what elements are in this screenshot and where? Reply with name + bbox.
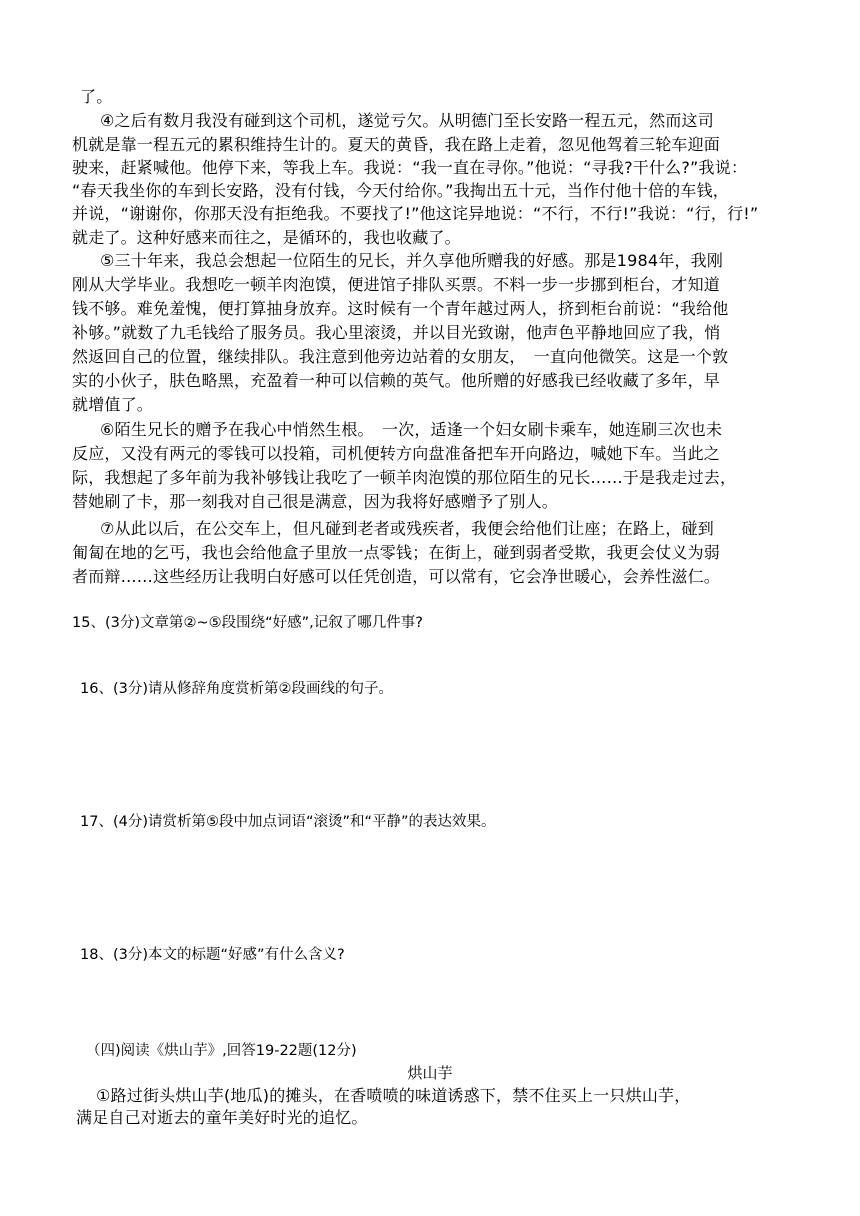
paragraph-6-line: 反应，又没有两元的零钱可以投箱，司机便转方向盘准备把车开向路边，喊她下车。当此之 [72,444,721,463]
paragraph-4-line: 就走了。这种好感来而往之，是循环的，我也收藏了。 [72,228,461,247]
paragraph-7-line: 者而辩……这些经历让我明白好感可以任凭创造，可以常有，它会净世暖心，会养性滋仁。 [72,567,721,586]
paragraph-4-line: ④之后有数月我没有碰到这个司机，遂觉亏欠。从明德门至长安路一程五元，然而这司 [100,111,714,130]
paragraph-3-tail: 了。 [80,87,113,106]
question-17: 17、(4分)请赏析第⑤段中加点词语“滚烫”和“平静”的表达效果。 [80,814,496,830]
paragraph-5-line: ⑤三十年来，我总会想起一位陌生的兄长，并久享他所赠我的好感。那是1984年，我刚 [100,251,724,270]
paragraph-5-line: 实的小伙子，肤色略黑，充盈着一种可以信赖的英气。他所赠的好感我已经收藏了多年，早 [72,371,721,390]
paragraph-4-line: 机就是靠一程五元的累积维持生计的。夏天的黄昏，我在路上走着，忽见他驾着三轮车迎面 [72,135,721,154]
question-18: 18、(3分)本文的标题“好感”有什么含义? [80,947,345,963]
paragraph-5-line: 就增值了。 [72,395,154,414]
section-4-paragraph-1-line: ①路过街头烘山芋(地瓜)的摊头，在香喷喷的味道诱惑下，禁不住买上一只烘山芋， [96,1086,691,1105]
paragraph-7-line: 匍匐在地的乞丐，我也会给他盒子里放一点零钱；在街上，碰到弱者受欺，我更会仗义为弱 [72,543,721,562]
question-16: 16、(3分)请从修辞角度赏析第②段画线的句子。 [80,681,393,697]
question-15: 15、(3分)文章第②~⑤段围绕“好感”,记叙了哪几件事? [72,615,423,631]
section-4-heading: （四)阅读《烘山芋》,回答19-22题(12分) [86,1043,357,1059]
paragraph-6-line: ⑥陌生兄长的赠予在我心中悄然生根。 一次，适逢一个妇女刷卡乘车，她连刷三次也未 [100,420,723,439]
paragraph-4-line: 并说，“谢谢你，你那天没有拒绝我。不要找了!”他这诧异地说：“不行，不行!”我说：“行，行!” [72,204,759,223]
paragraph-4-line: 驶来，赶紧喊他。他停下来，等我上车。我说：“我一直在寻你。”他说：“寻我?干什么?”我说： [72,158,748,177]
paragraph-5-line: 刚从大学毕业。我想吃一顿羊肉泡馍，便进馆子排队买票。不料一步一步挪到柜台，才知道 [72,275,721,294]
paragraph-7-line: ⑦从此以后，在公交车上，但凡碰到老者或残疾者，我便会给他们让座；在路上，碰到 [100,519,714,538]
paragraph-5-line: 补够。”就数了九毛钱给了服务员。我心里滚烫，并以目光致谢，他声色平静地回应了我，悄 [72,323,721,342]
paragraph-5-line: 钱不够。难免羞愧，便打算抽身放弃。这时候有一个青年越过两人，挤到柜台前说：“我给他 [72,299,729,318]
paragraph-5-line: 然返回自己的位置，继续排队。我注意到他旁边站着的女朋友， 一直向他微笑。这是一个敦 [72,347,729,366]
section-4-title: 烘山芋 [407,1064,453,1082]
paragraph-6-line: 替她刷了卡，那一刻我对自己很是满意，因为我将好感赠予了别人。 [72,492,559,511]
section-4-paragraph-1-line: 满足自己对逝去的童年美好时光的追忆。 [76,1108,368,1127]
paragraph-6-line: 际，我想起了多年前为我补够钱让我吃了一顿羊肉泡馍的那位陌生的兄长……于是我走过去， [72,468,737,487]
paragraph-4-line: “春天我坐你的车到长安路，没有付钱，今天付给你。”我掏出五十元，当作付他十倍的车钱， [72,181,729,200]
